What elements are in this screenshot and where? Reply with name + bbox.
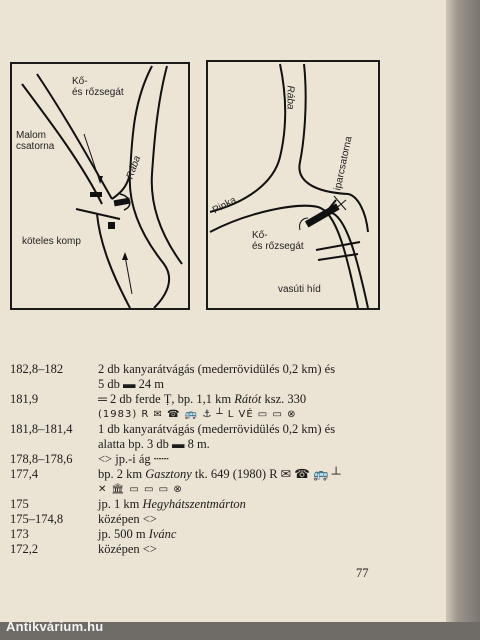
book-spine <box>446 0 480 640</box>
label-ipar: iparcsatorna <box>332 135 355 192</box>
label-malom <box>16 130 54 152</box>
label-ko <box>72 76 124 98</box>
km-value: 181,9 <box>10 392 39 406</box>
row-desc: 2 db kanyarátvágás (mederrövidülés 0,2 km) és <box>98 362 336 376</box>
km-value: 175 <box>10 497 29 511</box>
map-right <box>206 60 380 310</box>
label-malom-line2: csatorna <box>16 141 55 152</box>
label-pinka: Pinka <box>210 194 239 217</box>
row-desc <box>98 467 341 482</box>
label-raba-right: Rába <box>284 85 296 110</box>
km-value: 172,2 <box>10 542 39 556</box>
row-text: bp. 2 km <box>98 467 143 481</box>
label-ko-right <box>252 230 304 252</box>
symbol-row: (1983) R ✉ ☎ 🚌 ⚓ ┴ L VÉ ▭ ▭ ⊗ <box>98 409 297 420</box>
place-name: Rátót <box>234 392 262 406</box>
km-value: 178,8–178,6 <box>10 452 73 466</box>
place-name: Gasztony <box>145 467 192 481</box>
place-name: Ivánc <box>148 527 177 541</box>
label-komp: köteles komp <box>22 236 81 247</box>
km-value: 173 <box>10 527 29 541</box>
row-desc: középen <> <box>98 512 157 526</box>
km-value: 182,8–182 <box>10 362 64 376</box>
row-desc <box>98 497 246 512</box>
km-value: 177,4 <box>10 467 39 481</box>
row-text2: ksz. 330 <box>264 392 307 406</box>
row-desc <box>98 392 306 407</box>
place-name: Hegyhátszentmárton <box>142 497 246 511</box>
map-left-drawing <box>12 64 188 308</box>
map-left <box>10 62 190 310</box>
km-value: 181,8–181,4 <box>10 422 73 436</box>
row-desc: középen <> <box>98 542 157 556</box>
symbol-row: ✕ 🏛 ▭ ▭ ▭ ⊗ <box>98 484 183 495</box>
row-text: jp. 1 km <box>98 497 140 511</box>
watermark: Antikvárium.hu <box>6 619 104 634</box>
row-desc: 1 db kanyarátvágás (mederrövidülés 0,2 km) és <box>98 422 336 436</box>
label-ko-right-line2: és rőzsegát <box>252 241 304 252</box>
label-ko-line2: és rőzsegát <box>72 87 124 98</box>
row-desc: 5 db ▬ 24 m <box>98 377 164 391</box>
row-desc: alatta bp. 3 db ▬ 8 m. <box>98 437 210 451</box>
row-desc: <> jp.-i ág ┄┄ <box>98 452 169 466</box>
km-value: 175–174,8 <box>10 512 64 526</box>
label-ko-line1: Kő- <box>72 76 88 87</box>
label-hid: vasúti híd <box>278 284 321 295</box>
page-number: 77 <box>356 566 369 580</box>
row-text: ═ 2 db ferde Ṭ, bp. 1,1 km <box>98 392 232 406</box>
label-malom-line1: Malom <box>16 130 47 141</box>
row-desc <box>98 527 176 542</box>
row-text: jp. 500 m <box>98 527 146 541</box>
label-ko-right-line1: Kő- <box>252 230 268 241</box>
label-raba-left: Rába <box>124 154 144 181</box>
row-text2: tk. 649 (1980) R ✉ ☎ 🚌 ┴ <box>194 467 341 481</box>
